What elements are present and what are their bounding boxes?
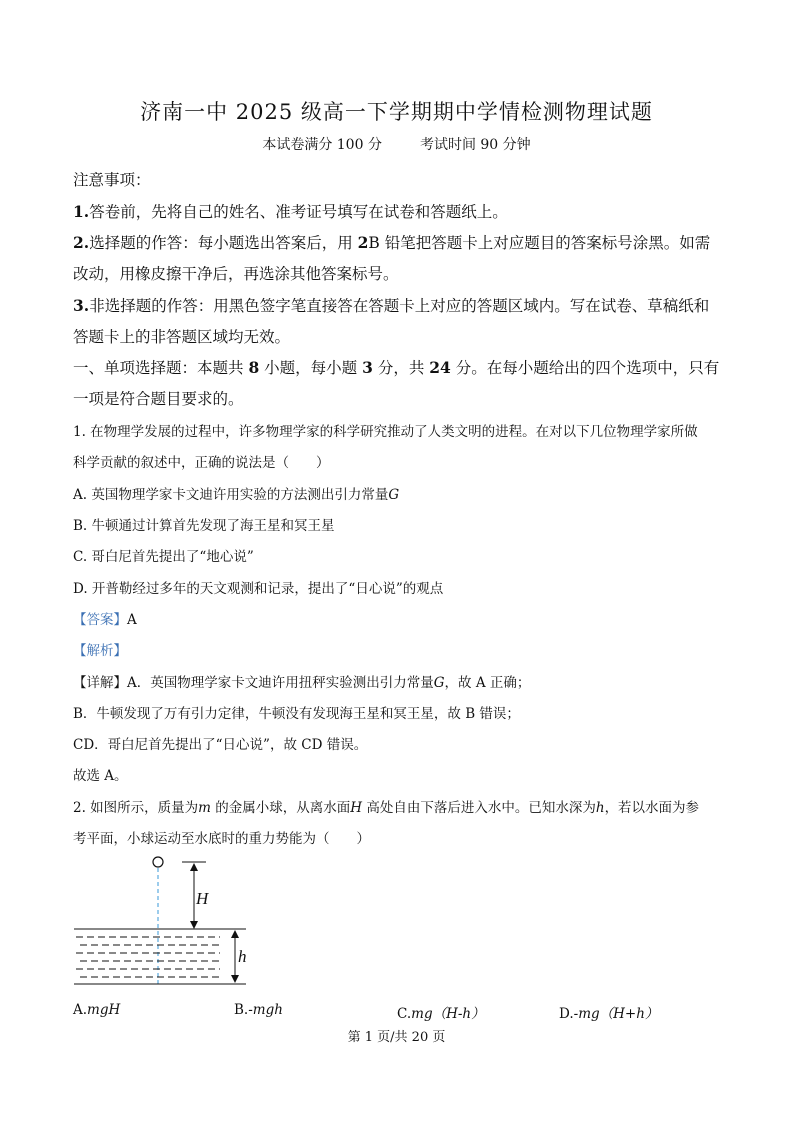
note-3-line1: 3.非选择题的作答：用黑色签字笔直接答在答题卡上对应的答题区域内。写在试卷、草稿纸和 <box>73 296 710 315</box>
label-h: h <box>238 947 247 966</box>
note-1: 1.答卷前，先将自己的姓名、准考证号填写在试卷和答题纸上。 <box>73 202 508 221</box>
note-2-line2: 改动，用橡皮擦干净后，再选涂其他答案标号。 <box>73 265 399 283</box>
H-arrow-head-down <box>190 921 198 929</box>
q1-detail-3: CD．哥白尼首先提出了“日心说”，故 CD 错误。 <box>73 737 368 753</box>
q1-option-d: D. 开普勒经过多年的天文观测和记录，提出了“日心说”的观点 <box>73 581 444 597</box>
q1-detail-2: B．牛顿发现了万有引力定律，牛顿没有发现海王星和冥王星，故 B 错误； <box>73 706 520 722</box>
water-hatch <box>76 937 220 977</box>
page-footer: 第 1 页/共 20 页 <box>347 1030 446 1045</box>
q2-stem-part-c: 高处自由下落后进入水中。已知水深为 <box>362 800 596 816</box>
q1-conclusion: 故选 A。 <box>73 768 128 784</box>
q1-option-a-text: A. 英国物理学家卡文迪许用实验的方法测出引力常量 <box>73 487 389 503</box>
q2-option-b-expr: -mgh <box>248 1002 283 1018</box>
q2-stem-part-a: 2. 如图所示，质量为 <box>73 800 199 816</box>
q2-var-h: h <box>595 800 605 816</box>
q1-detail-1 <box>73 671 530 691</box>
label-H: H <box>196 889 209 908</box>
q2-option-b <box>234 1002 283 1018</box>
q2-option-d <box>559 1002 658 1022</box>
q2-stem-part-b: 的金属小球，从离水面 <box>210 800 351 816</box>
q2-stem-line2: 考平面，小球运动至水底时的重力势能为（ ） <box>73 831 370 847</box>
q1-option-a <box>73 483 399 503</box>
q2-option-b-label: B. <box>234 1002 249 1018</box>
q1-option-b: B. 牛顿通过计算首先发现了海王星和冥王星 <box>73 518 335 534</box>
time-info: 考试时间 90 分钟 <box>419 137 531 153</box>
score-info: 本试卷满分 100 分 <box>262 137 382 153</box>
q2-option-c <box>397 1002 485 1022</box>
note-3-line2: 答题卡上的非答题区域均无效。 <box>73 328 291 346</box>
analysis-tag: 【解析】 <box>73 643 127 659</box>
q2-option-d-expr: -mg（H+h） <box>573 1006 659 1022</box>
detail-1-end: ，故 A 正确； <box>444 675 531 691</box>
q2-figure <box>70 852 270 992</box>
section-1-line1: 一、单项选择题：本题共 8 小题，每小题 3 分，共 24 分。在每小题给出的四个选项中，只有 <box>73 358 720 377</box>
q2-var-m: m <box>198 800 211 816</box>
ball-icon <box>153 857 163 867</box>
q2-stem-part-d: ，若以水面为参 <box>604 800 700 816</box>
q1-option-a-var: G <box>388 487 400 503</box>
q2-option-c-expr: mg（H-h） <box>411 1006 485 1022</box>
detail-tag: 【详解】 <box>73 675 127 691</box>
detail-1-text: A．英国物理学家卡文迪许用扭秤实验测出引力常量 <box>127 675 434 691</box>
detail-1-var: G <box>433 675 445 691</box>
q2-option-a-expr: mgH <box>87 1002 121 1018</box>
exam-info <box>0 134 793 154</box>
answer-value: A <box>127 612 137 628</box>
notes-heading: 注意事项： <box>73 171 151 189</box>
H-arrow-head-up <box>190 863 198 871</box>
section-1-line2: 一项是符合题目要求的。 <box>73 390 244 408</box>
q2-option-d-label: D. <box>559 1006 574 1022</box>
note-2-line1: 2.选择题的作答：每小题选出答案后，用 2B 铅笔把答题卡上对应题目的答案标号涂黑。如需 <box>73 233 711 252</box>
q1-answer <box>73 608 137 628</box>
h-arrow-head-up <box>231 930 239 938</box>
answer-tag: 【答案】 <box>73 612 127 628</box>
q2-stem-line1 <box>73 796 699 816</box>
q2-var-H: H <box>350 800 363 816</box>
q1-option-c: C. 哥白尼首先提出了“地心说” <box>73 549 254 565</box>
q2-option-c-label: C. <box>397 1006 412 1022</box>
h-arrow-head-down <box>231 975 239 983</box>
q1-stem-line1: 1. 在物理学发展的过程中，许多物理学家的科学研究推动了人类文明的进程。在对以下几位物理学家所做 <box>73 424 698 440</box>
q2-option-a-label: A. <box>73 1002 88 1018</box>
page-title: 济南一中 2025 级高一下学期期中学情检测物理试题 <box>140 100 653 124</box>
q1-stem-line2: 科学贡献的叙述中，正确的说法是（ ） <box>73 455 330 471</box>
q2-option-a <box>73 1002 120 1018</box>
